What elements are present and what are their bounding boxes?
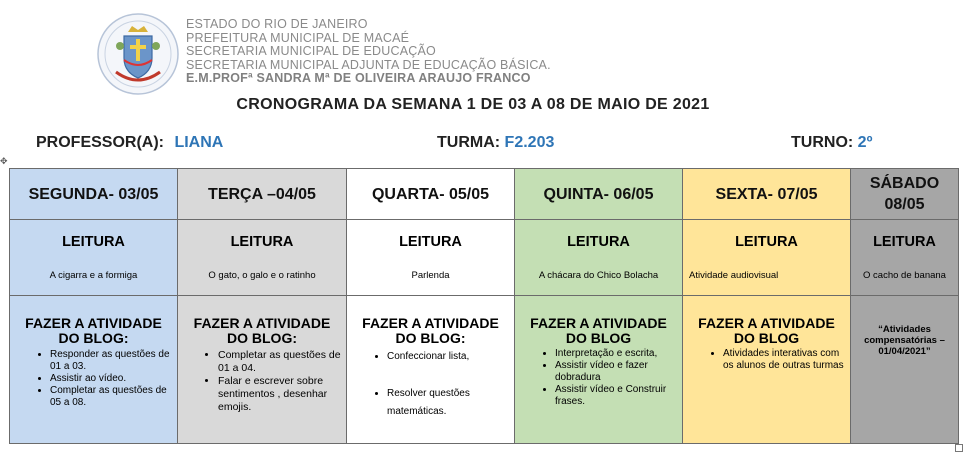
reading-heading: LEITURA: [62, 234, 125, 250]
task-item: • Atividades interativas com os alunos de outras turmas: [723, 348, 846, 372]
day-header-wednesday: QUARTA- 05/05: [347, 169, 515, 220]
task-heading: FAZER A ATIVIDADE DO BLOG:: [193, 315, 331, 346]
task-item: • Assistir ao vídeo.: [50, 373, 173, 385]
reading-cell-thursday: [515, 220, 683, 296]
task-item: • Falar e escrever sobre sentimentos , desenhar emojis.: [218, 375, 342, 414]
task-list: [515, 348, 682, 408]
task-item: • Confeccionar lista,: [387, 351, 510, 363]
reading-cell-saturday: [851, 220, 959, 296]
task-list: [347, 351, 514, 421]
reading-heading: LEITURA: [230, 234, 294, 250]
reading-title: Atividade audiovisual: [689, 270, 779, 281]
header-line-school: E.M.PROFª SANDRA Mª DE OLIVEIRA ARAUJO FRANCO: [186, 71, 531, 85]
day-header-friday: SEXTA- 07/05: [683, 169, 851, 220]
reading-cell-tuesday: [178, 220, 347, 296]
task-heading: FAZER A ATIVIDADE DO BLOG: [698, 315, 835, 346]
task-cell-wednesday: [347, 296, 515, 444]
turno-label: TURNO:: [791, 134, 854, 151]
task-cell-friday: [683, 296, 851, 444]
table-resize-handle[interactable]: [955, 444, 963, 452]
reading-heading: LEITURA: [399, 234, 462, 250]
task-item: • Assistir vídeo e Construir frases.: [555, 384, 678, 408]
task-cell-tuesday: [178, 296, 347, 444]
reading-cell-monday: [10, 220, 178, 296]
reading-title: O gato, o galo e o ratinho: [208, 270, 316, 281]
task-cell-thursday: [515, 296, 683, 444]
reading-title: A cigarra e a formiga: [49, 270, 138, 281]
task-heading: FAZER A ATIVIDADE DO BLOG:: [362, 315, 499, 346]
task-list: [10, 349, 177, 409]
turma-field: [437, 134, 554, 152]
day-header-tuesday: TERÇA –04/05: [178, 169, 347, 220]
reading-heading: LEITURA: [567, 234, 630, 250]
reading-title: Parlenda: [411, 270, 450, 281]
header-line-prefecture: PREFEITURA MUNICIPAL DE MACAÉ: [186, 30, 410, 45]
task-item: • Completar as questões de 01 a 04.: [218, 349, 342, 375]
reading-title: O cacho de banana: [863, 270, 946, 281]
turno-field: [791, 134, 872, 152]
reading-heading: LEITURA: [873, 234, 936, 250]
task-item: • Resolver questões matemáticas.: [387, 385, 510, 421]
day-header-monday: SEGUNDA- 03/05: [10, 169, 178, 220]
professor-label: PROFESSOR(A):: [36, 134, 164, 151]
page-title: CRONOGRAMA DA SEMANA 1 DE 03 A 08 DE MAIO DE 2021: [236, 96, 710, 113]
professor-value: LIANA: [174, 134, 224, 151]
header-line-adjunct-secretariat: SECRETARIA MUNICIPAL ADJUNTA DE EDUCAÇÃO BÁSICA.: [186, 57, 551, 72]
institution-header: [186, 18, 551, 86]
task-heading: FAZER A ATIVIDADE DO BLOG:: [25, 315, 162, 346]
task-item: • Completar as questões de 05 a 08.: [50, 385, 173, 409]
task-heading: FAZER A ATIVIDADE DO BLOG: [530, 315, 667, 346]
professor-field: [36, 134, 223, 152]
header-line-state: ESTADO DO RIO DE JANEIRO: [186, 17, 368, 31]
task-row: [10, 296, 959, 444]
task-list: [178, 349, 346, 414]
compensatory-activities-note: “Atividades compensatórias – 01/04/2021”: [864, 324, 945, 357]
turma-value: F2.203: [504, 134, 555, 151]
day-header-saturday: SÁBADO 08/05: [851, 169, 959, 220]
day-header-thursday: QUINTA- 06/05: [515, 169, 683, 220]
reading-cell-friday: [683, 220, 851, 296]
day-header-row: [10, 169, 959, 220]
task-item: • Responder as questões de 01 a 03.: [50, 349, 173, 373]
weekly-schedule-table: [9, 168, 959, 444]
task-cell-monday: [10, 296, 178, 444]
turno-value: 2º: [857, 134, 873, 151]
task-cell-saturday: [851, 296, 959, 444]
task-item: • Interpretação e escrita,: [555, 348, 678, 360]
municipal-seal-icon: [96, 12, 180, 96]
reading-row: [10, 220, 959, 296]
header-line-secretariat: SECRETARIA MUNICIPAL DE EDUCAÇÃO: [186, 44, 436, 58]
reading-cell-wednesday: [347, 220, 515, 296]
table-move-handle-icon[interactable]: ✥: [0, 156, 8, 166]
task-item: • Assistir vídeo e fazer dobradura: [555, 360, 678, 384]
reading-heading: LEITURA: [735, 234, 798, 250]
reading-title: A chácara do Chico Bolacha: [538, 270, 659, 281]
task-list: [683, 348, 850, 372]
turma-label: TURMA:: [437, 134, 501, 151]
